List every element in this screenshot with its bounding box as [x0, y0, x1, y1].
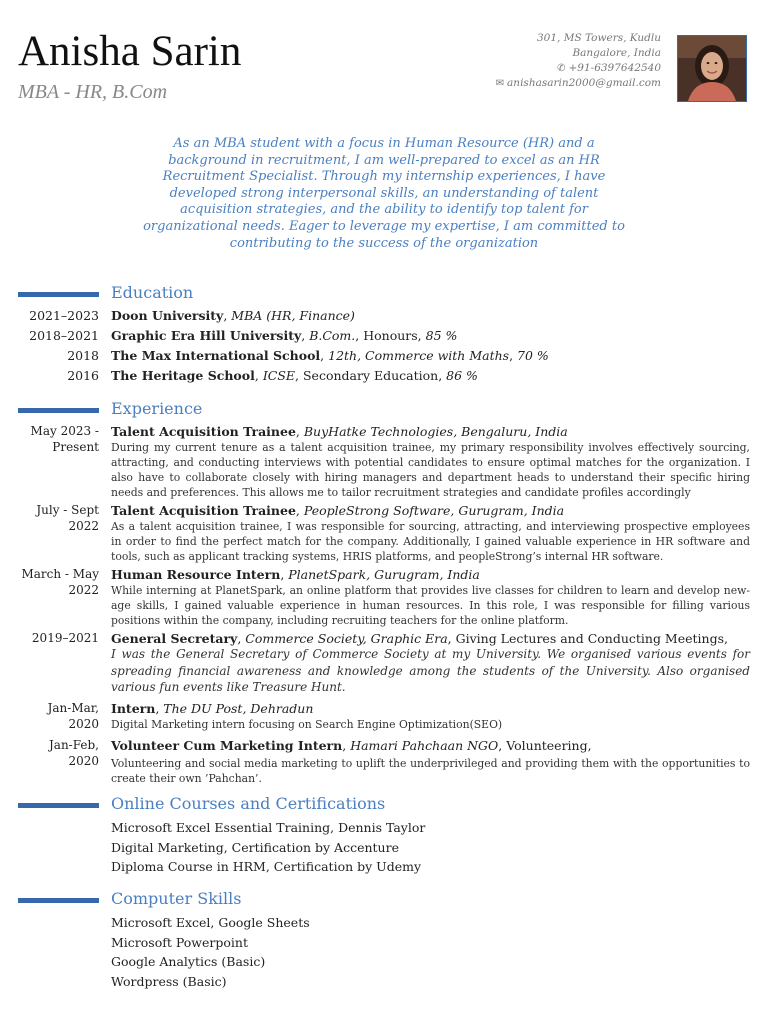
date-start: May 2023 -: [30, 424, 99, 438]
organization: The DU Post, Dehradun: [163, 701, 314, 716]
experience-description: I was the General Secretary of Commerce Society at my University. We organised various events for spreading financial awareness and knowledge among the students of the University. Also organised various fun events like Treasure Hunt.: [111, 647, 750, 695]
experience-description: During my current tenure as a talent acquisition trainee, my primary responsibility involves effectively sourcing, attracting, and conducting interviews with potential candidates to ensure optimal matches for the organization. I also have to collaborate closely with hiring managers and department heads to understand their specific hiring needs and preferences. This allows me to tailor recruitment strategies and candidate profiles accordingly: [111, 441, 750, 500]
separator: ,: [417, 328, 426, 343]
experience-details: [111, 566, 751, 628]
section-title: Online Courses and Certifications: [111, 794, 386, 813]
school-name: The Max International School: [111, 348, 321, 363]
job-title: Talent Acquisition Trainee: [111, 424, 296, 439]
phone-icon: ✆: [557, 63, 566, 74]
list-item: Digital Marketing, Certification by Accenture: [111, 839, 399, 855]
grade: 85 %: [425, 328, 458, 343]
separator: ,: [320, 348, 329, 363]
education-details: [111, 326, 751, 346]
experience-date: [0, 737, 99, 769]
date-end: 2020: [68, 754, 99, 768]
separator: ,: [223, 308, 232, 323]
job-title: Intern: [111, 701, 156, 716]
email-icon: ✉: [495, 78, 505, 89]
section-accent-bar: [18, 898, 99, 903]
role-activity: Volunteering,: [506, 738, 592, 753]
date-end: 2022: [68, 519, 99, 533]
date-start: July - Sept: [36, 503, 99, 517]
education-date: 2016: [67, 368, 99, 383]
degree: 12th, Commerce with Maths: [328, 348, 510, 363]
experience-heading: Volunteer Cum Marketing Intern, Hamari Pahchaan NGO, Volunteering,: [111, 738, 592, 753]
section-title: Computer Skills: [111, 889, 242, 908]
job-title: Human Resource Intern: [111, 567, 281, 582]
role-activity: Giving Lectures and Conducting Meetings: [455, 631, 725, 646]
experience-date: [0, 630, 99, 646]
education-details: [111, 306, 751, 326]
job-title: Volunteer Cum Marketing Intern: [111, 738, 343, 753]
experience-date: [0, 566, 99, 598]
organization: PlanetSpark, Gurugram, India: [288, 567, 480, 582]
date-start: 2019–2021: [31, 631, 99, 645]
email-address: anishasarin2000@gmail.com: [507, 77, 661, 89]
job-title: Talent Acquisition Trainee: [111, 503, 296, 518]
address-line-2: Bangalore, India: [572, 47, 661, 59]
contact-block: [496, 31, 661, 91]
experience-heading: Talent Acquisition Trainee, PeopleStrong Software, Gurugram, India: [111, 503, 565, 518]
list-item: Microsoft Excel Essential Training, Dennis Taylor: [111, 820, 426, 835]
list-item: Diploma Course in HRM, Certification by Udemy: [111, 859, 422, 875]
address-line-1: 301, MS Towers, Kudlu: [536, 32, 661, 44]
profile-photo: [677, 35, 747, 102]
education-date: 2018–2021: [29, 328, 99, 343]
list-item: Google Analytics (Basic): [111, 954, 266, 970]
experience-details: [111, 737, 751, 786]
school-name: Graphic Era Hill University: [111, 328, 302, 343]
date-end: Present: [52, 440, 99, 454]
experience-details: [111, 700, 751, 732]
experience-details: [111, 502, 751, 564]
professional-summary: As an MBA student with a focus in Human Resource (HR) and a background in recruitment, I am well-prepared to excel as an HR Recruitment Specialist. Through my internship experiences, I have developed strong interpersonal skills, an understanding of talent acquisition strategies, and the ability to identify top talent for organizational needs. Eager to leverage my expertise, I am committed to contributing to the success of the organization: [143, 136, 625, 251]
organization: Commerce Society, Graphic Era: [245, 631, 448, 646]
date-start: March - May: [21, 567, 99, 581]
experience-heading: General Secretary, Commerce Society, Graphic Era, Giving Lectures and Conducting Meetings,: [111, 631, 728, 646]
phone-row: [496, 61, 661, 76]
experience-date: [0, 423, 99, 455]
organization: PeopleStrong Software, Gurugram, India: [303, 503, 565, 518]
separator: ,: [438, 368, 447, 383]
section-title: Education: [111, 283, 194, 302]
date-end: 2022: [68, 583, 99, 597]
section-title: Experience: [111, 399, 203, 418]
candidate-name: Anisha Sarin: [18, 28, 242, 75]
separator: ,: [509, 348, 518, 363]
education-date: 2021–2023: [29, 308, 99, 323]
school-name: Doon University: [111, 308, 224, 323]
education-details: [111, 366, 751, 386]
degree: ICSE: [262, 368, 296, 383]
section-accent-bar: [18, 292, 99, 297]
experience-heading: Talent Acquisition Trainee, BuyHatke Technologies, Bengaluru, India: [111, 424, 568, 439]
skills-items: [111, 913, 751, 992]
separator: ,: [301, 328, 310, 343]
separator: ,: [254, 368, 263, 383]
courses-items: [111, 818, 751, 877]
experience-date: [0, 700, 99, 732]
list-item: Microsoft Powerpoint: [111, 934, 248, 950]
degree: MBA (HR, Finance): [231, 308, 355, 323]
experience-description: Volunteering and social media marketing to uplift the underprivileged and providing them with the opportunities to create their own ’Pahchan’.: [111, 757, 750, 786]
experience-details: [111, 423, 751, 500]
email-row: [496, 76, 661, 91]
experience-heading: Intern, The DU Post, Dehradun: [111, 701, 314, 716]
experience-heading: Human Resource Intern, PlanetSpark, Gurugram, India: [111, 567, 480, 582]
separator: ,: [355, 328, 364, 343]
grade: 86 %: [446, 368, 478, 383]
experience-details: [111, 630, 751, 696]
school-name: The Heritage School: [111, 368, 255, 383]
date-start: Jan-Mar,: [47, 701, 99, 715]
section-accent-bar: [18, 408, 99, 413]
experience-description: As a talent acquisition trainee, I was responsible for sourcing, attracting, and interviewing prospective employees in order to find the perfect match for the company. Additionally, I gained valuable experience in HR software and tools, such as applicant tracking systems, HRIS platforms, and peopleStrong’s internal HR software.: [111, 520, 750, 564]
education-level: Secondary Education: [302, 368, 439, 383]
education-details: [111, 346, 751, 366]
list-item: Wordpress (Basic): [111, 974, 227, 990]
phone-number: +91-6397642540: [568, 62, 661, 74]
candidate-degree: MBA - HR, B.Com: [18, 81, 168, 103]
education-date: 2018: [67, 348, 99, 363]
organization: Hamari Pahchaan NGO: [350, 738, 499, 753]
experience-description: While interning at PlanetSpark, an online platform that provides live classes for children to learn and develop new-age skills, I gained valuable experience in human resources. In this role, I was responsible for filling various positions within the company, including recruiting teachers for the online platform.: [111, 584, 750, 628]
experience-date: [0, 502, 99, 534]
grade: 70 %: [517, 348, 549, 363]
date-end: 2020: [68, 717, 99, 731]
separator: ,: [295, 368, 303, 383]
degree: B.Com.: [309, 328, 356, 343]
profile-photo-image: [678, 36, 746, 101]
list-item: Microsoft Excel, Google Sheets: [111, 915, 310, 930]
job-title: General Secretary: [111, 631, 238, 646]
organization: BuyHatke Technologies, Bengaluru, India: [303, 424, 568, 439]
section-accent-bar: [18, 803, 99, 808]
date-start: Jan-Feb,: [48, 738, 99, 752]
experience-description: Digital Marketing intern focusing on Search Engine Optimization(SEO): [111, 718, 503, 731]
honours: Honours: [363, 328, 418, 343]
